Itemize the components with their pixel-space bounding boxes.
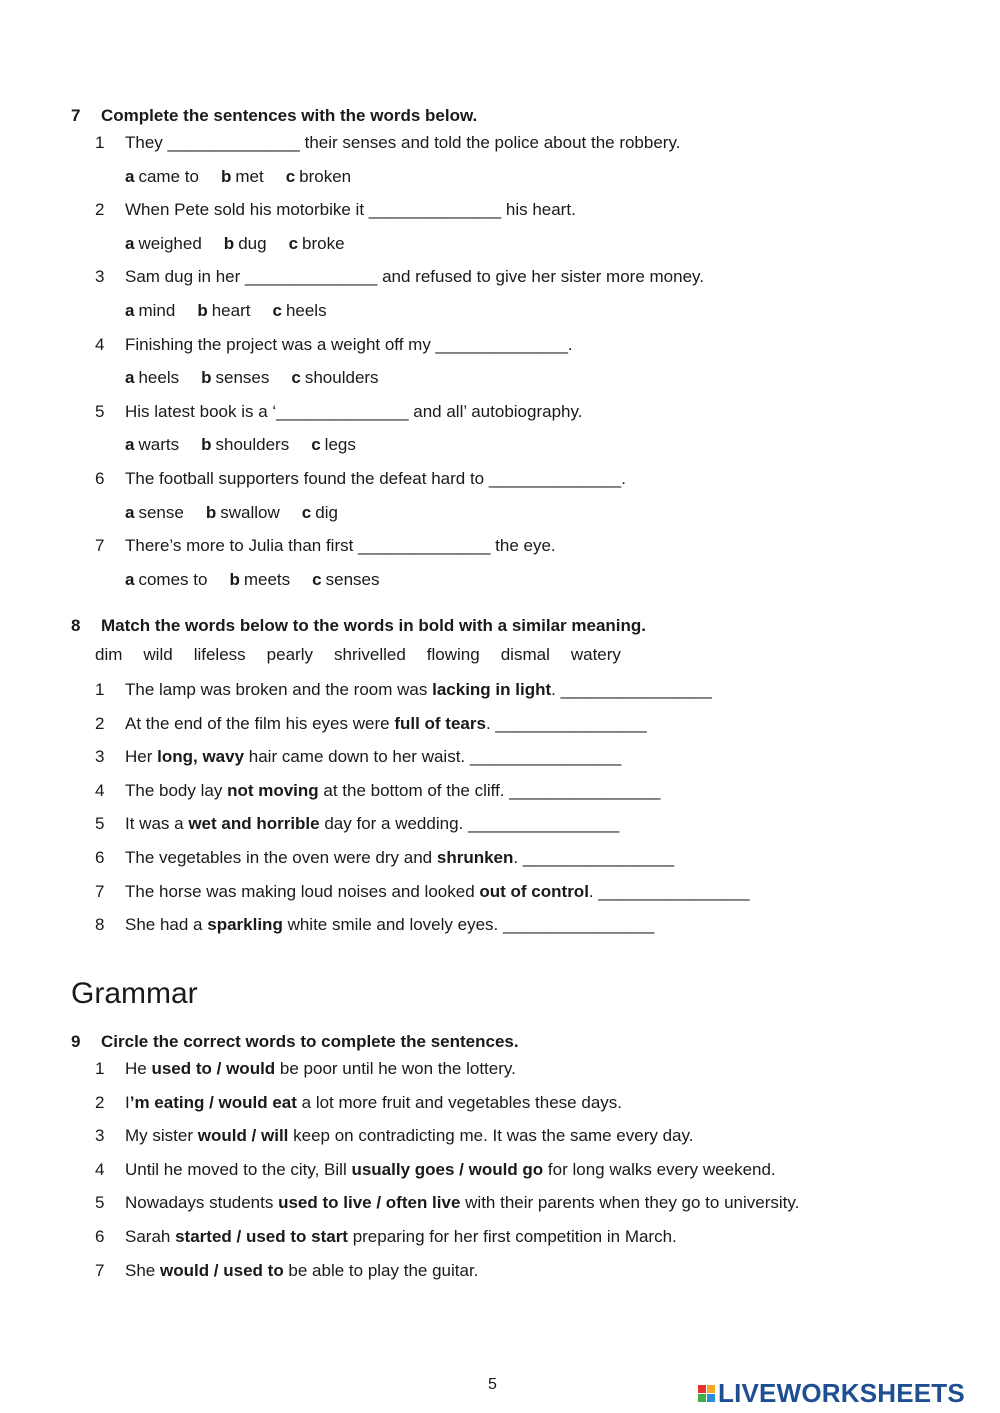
option-text: mind (138, 300, 176, 320)
question-text: Sam dug in her ______________ and refused to give her sister more money. (125, 267, 704, 287)
answer-options (125, 167, 373, 187)
bold-phrase: used to live / often live (278, 1193, 461, 1213)
option-letter: b (201, 435, 212, 455)
bold-phrase: long, wavy (157, 747, 245, 767)
option-letter: a (125, 368, 135, 388)
sentence-text: Sarah (125, 1227, 176, 1246)
answer-option (289, 234, 345, 253)
sentence-item (95, 1227, 677, 1247)
answer-option (286, 167, 351, 186)
logo-square (707, 1394, 715, 1402)
exercise-8-heading (71, 616, 646, 636)
answer-option (125, 435, 179, 454)
option-letter: b (197, 300, 208, 320)
sentence-text: . ________________ (485, 713, 647, 733)
sentence-number: 1 (95, 680, 105, 699)
exercise-number: 8 (71, 616, 81, 635)
question-number: 1 (95, 133, 105, 152)
sentence-number: 5 (95, 1193, 105, 1213)
option-letter: a (125, 300, 135, 320)
option-letter: c (301, 502, 312, 522)
sentence-item (95, 1093, 622, 1113)
sentence-number: 6 (95, 1227, 105, 1246)
bold-phrase: wet and horrible (188, 814, 320, 834)
option-letter: c (312, 569, 322, 589)
word-bank-item: dismal (500, 645, 550, 664)
question-item (95, 536, 556, 556)
option-text: shoulders (304, 368, 379, 388)
word-bank-item: wild (143, 645, 173, 664)
answer-option (125, 301, 175, 320)
sentence-text: with their parents when they go to university. (460, 1193, 800, 1213)
bold-phrase: lacking in light (432, 680, 552, 699)
bold-phrase: would / will (197, 1126, 289, 1146)
option-letter: b (220, 166, 232, 186)
sentence-text: She had a (125, 915, 208, 935)
logo-square (698, 1394, 706, 1402)
sentence-text: . ________________ (551, 680, 712, 699)
answer-option (224, 234, 267, 253)
question-number: 3 (95, 267, 105, 287)
sentence-number: 7 (95, 881, 105, 901)
question-item (95, 267, 704, 287)
option-text: heels (285, 300, 327, 320)
sentence-number: 4 (95, 1159, 105, 1179)
sentence-number: 8 (95, 915, 105, 935)
question-item (95, 335, 573, 355)
sentence-text: The vegetables in the oven were dry and (125, 848, 437, 867)
sentence-text: a lot more fruit and vegetables these days. (296, 1092, 622, 1112)
option-letter: a (125, 569, 135, 589)
word-bank-item: watery (570, 645, 621, 664)
option-letter: c (311, 435, 321, 455)
option-letter: b (205, 502, 217, 522)
sentence-text: for long walks every weekend. (543, 1159, 776, 1179)
sentence-text: The lamp was broken and the room was (125, 680, 433, 699)
sentence-number: 2 (95, 713, 105, 733)
question-text: Finishing the project was a weight off my ______________. (125, 334, 573, 354)
answer-options (125, 234, 367, 254)
page-number: 5 (488, 1376, 497, 1393)
bold-phrase: shrunken (436, 848, 514, 867)
question-number: 4 (95, 334, 105, 354)
sentence-text: be able to play the guitar. (283, 1260, 479, 1280)
option-text: legs (324, 435, 356, 455)
sentence-text: Nowadays students (125, 1193, 279, 1213)
bold-phrase: used to / would (151, 1059, 276, 1078)
answer-option (197, 301, 250, 320)
question-number: 2 (95, 200, 105, 220)
sentence-item (95, 747, 621, 767)
answer-option (125, 368, 179, 387)
bold-phrase: sparkling (207, 915, 283, 935)
option-letter: a (125, 166, 135, 186)
word-bank-item: pearly (266, 645, 313, 664)
sentence-item (95, 1059, 516, 1079)
option-letter: a (125, 233, 135, 253)
answer-option (201, 368, 269, 387)
answer-option (291, 368, 378, 387)
answer-option (206, 503, 280, 522)
exercise-instruction: Circle the correct words to complete the sentences. (101, 1032, 519, 1051)
question-text: There’s more to Julia than first ______________ the eye. (125, 536, 556, 556)
sentence-text: keep on contradicting me. It was the same every day. (288, 1126, 694, 1146)
sentence-text: hair came down to her waist. ________________ (244, 747, 622, 767)
sentence-item (95, 1160, 776, 1180)
sentence-item (95, 882, 750, 902)
answer-options (125, 435, 378, 455)
sentence-number: 1 (95, 1059, 105, 1078)
logo-square (707, 1385, 715, 1393)
option-text: heart (211, 300, 251, 320)
sentence-text: Her (125, 747, 158, 767)
option-letter: b (223, 233, 235, 253)
option-text: meets (243, 569, 291, 589)
section-title-grammar: Grammar (71, 977, 198, 1010)
sentence-text: She (125, 1260, 160, 1280)
sentence-item (95, 680, 712, 700)
option-letter: c (272, 300, 282, 320)
sentence-text: Until he moved to the city, Bill (125, 1159, 352, 1179)
sentence-item (95, 714, 647, 734)
sentence-text: He (125, 1059, 152, 1078)
word-bank (95, 645, 642, 665)
option-text: senses (215, 368, 270, 388)
question-item (95, 402, 582, 422)
answer-option (201, 435, 289, 454)
sentence-text: I (125, 1092, 130, 1112)
exercise-number: 7 (71, 106, 81, 125)
answer-option (125, 503, 184, 522)
question-item (95, 133, 680, 153)
option-text: broken (299, 166, 352, 186)
option-text: warts (138, 435, 180, 455)
sentence-text: preparing for her first competition in March. (347, 1227, 677, 1246)
logo-icon (698, 1385, 715, 1402)
sentence-number: 6 (95, 848, 105, 867)
sentence-number: 7 (95, 1260, 105, 1280)
bold-phrase: ’m eating / would eat (129, 1092, 297, 1112)
option-letter: c (288, 233, 299, 253)
sentence-text: The body lay (125, 780, 228, 800)
option-text: broke (302, 233, 345, 253)
question-number: 5 (95, 401, 105, 421)
question-text: They ______________ their senses and told the police about the robbery. (125, 133, 681, 152)
answer-option (272, 301, 326, 320)
answer-option (229, 570, 290, 589)
sentence-number: 2 (95, 1092, 105, 1112)
option-text: swallow (220, 502, 280, 522)
option-text: dug (238, 233, 267, 253)
bold-phrase: full of tears (394, 713, 486, 733)
sentence-item (95, 1261, 478, 1281)
sentence-item (95, 781, 661, 801)
sentence-text: be poor until he won the lottery. (275, 1059, 516, 1078)
question-item (95, 469, 626, 489)
exercise-9-heading (71, 1032, 519, 1052)
bold-phrase: not moving (227, 780, 319, 800)
exercise-number: 9 (71, 1032, 81, 1051)
sentence-number: 5 (95, 814, 105, 834)
bold-phrase: started / used to start (175, 1227, 348, 1246)
answer-option (312, 570, 379, 589)
answer-options (125, 503, 360, 523)
sentence-number: 3 (95, 1126, 105, 1146)
word-bank-item: shrivelled (333, 645, 406, 664)
sentence-text: at the bottom of the cliff. ________________ (318, 780, 661, 800)
sentence-text: day for a wedding. ________________ (319, 814, 620, 834)
question-number: 6 (95, 469, 105, 488)
answer-options (125, 301, 349, 321)
option-text: senses (325, 569, 380, 589)
question-text: His latest book is a ‘______________ and all’ autobiography. (125, 401, 583, 421)
option-text: came to (138, 166, 199, 186)
logo-square (698, 1385, 706, 1393)
option-letter: a (125, 502, 135, 522)
sentence-text: It was a (125, 814, 189, 834)
option-letter: b (229, 569, 240, 589)
sentence-text: . ________________ (588, 881, 750, 901)
logo-text: LIVEWORKSHEETS (718, 1378, 965, 1408)
sentence-number: 4 (95, 780, 105, 800)
sentence-text: white smile and lovely eyes. ________________ (282, 915, 655, 935)
sentence-number: 3 (95, 747, 105, 767)
option-text: met (235, 166, 264, 186)
liveworksheets-logo (698, 1378, 965, 1409)
sentence-item (95, 814, 619, 834)
exercise-7-heading (71, 106, 477, 126)
answer-option (125, 570, 207, 589)
sentence-item (95, 848, 674, 868)
bold-phrase: would / used to (159, 1260, 284, 1280)
answer-options (125, 368, 401, 388)
word-bank-item: dim (95, 645, 123, 664)
question-item (95, 200, 576, 220)
bold-phrase: usually goes / would go (351, 1159, 544, 1179)
exercise-instruction: Complete the sentences with the words below. (101, 106, 478, 125)
answer-option (311, 435, 356, 454)
sentence-item (95, 1193, 799, 1213)
bold-phrase: out of control (479, 881, 589, 901)
option-letter: b (201, 368, 212, 388)
option-letter: c (291, 368, 301, 388)
option-text: heels (138, 368, 180, 388)
option-letter: a (125, 435, 135, 455)
answer-option (125, 234, 202, 253)
question-text: The football supporters found the defeat hard to ______________. (125, 469, 626, 488)
word-bank-item: lifeless (193, 645, 246, 664)
sentence-text: The horse was making loud noises and looked (125, 881, 480, 901)
option-text: weighed (138, 233, 202, 253)
option-text: dig (315, 502, 338, 522)
option-text: sense (138, 502, 184, 522)
answer-options (125, 570, 401, 590)
sentence-item (95, 1126, 693, 1146)
answer-option (125, 167, 199, 186)
option-text: comes to (138, 569, 208, 589)
question-number: 7 (95, 536, 105, 556)
exercise-instruction: Match the words below to the words in bold with a similar meaning. (101, 616, 646, 635)
sentence-item (95, 915, 654, 935)
option-letter: c (285, 166, 296, 186)
option-text: shoulders (215, 435, 290, 455)
sentence-text: . ________________ (513, 848, 675, 867)
answer-option (221, 167, 264, 186)
word-bank-item: flowing (426, 645, 480, 664)
answer-option (302, 503, 338, 522)
sentence-text: At the end of the film his eyes were (125, 713, 395, 733)
question-text: When Pete sold his motorbike it ______________ his heart. (125, 200, 576, 220)
sentence-text: My sister (125, 1126, 198, 1146)
